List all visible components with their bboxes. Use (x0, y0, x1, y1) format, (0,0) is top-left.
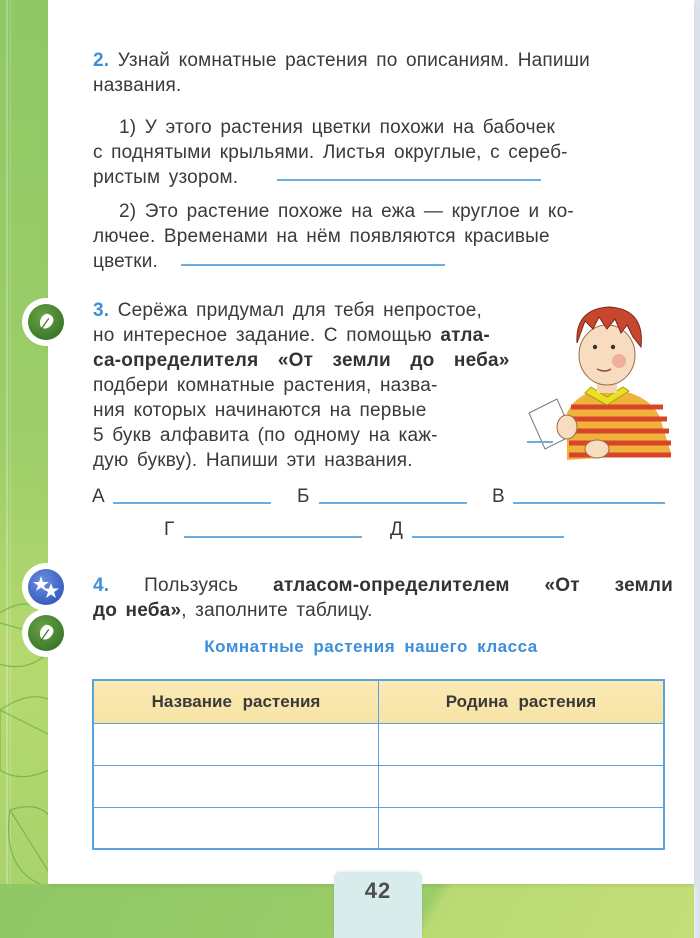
table-row (93, 807, 664, 849)
boy-illustration (527, 303, 675, 460)
plant-name-cell[interactable] (93, 807, 379, 849)
table-title: Комнатные растения нашего класса (204, 637, 538, 656)
task3-line3-bold: са-определителя «От земли до неба» (93, 350, 510, 371)
letter-b-label: Б (297, 486, 310, 507)
letter-v-answer-line[interactable] (513, 502, 665, 504)
task4-number: 4. (93, 575, 110, 596)
task3-badge (25, 301, 67, 343)
task3-line7: дую букву). Напиши эти названия. (93, 450, 413, 471)
letter-g-answer-line[interactable] (184, 536, 362, 538)
plant-name-cell[interactable] (93, 765, 379, 807)
header-plant-name: Название растения (93, 680, 379, 723)
table-row (93, 723, 664, 765)
task2-item2-answer-line[interactable] (181, 264, 445, 266)
table-header-row (93, 680, 664, 723)
task3-line6: 5 букв алфавита (по одному на каж- (93, 425, 438, 446)
stars-icon (28, 569, 64, 605)
plants-table (92, 679, 665, 850)
task3-line2: но интересное задание. С помощью (93, 325, 441, 346)
task2-item2-line1: 2) Это растение похоже на ежа — круглое и ко- (119, 201, 574, 222)
task2-item1-answer-line[interactable] (277, 179, 541, 181)
leaf-icon (28, 304, 64, 340)
letter-d-label: Д (390, 519, 403, 540)
task2-item1-line2: с поднятыми крыльями. Листья округлые, с сереб- (93, 142, 568, 163)
left-margin-strip (0, 0, 48, 938)
letter-b-answer-line[interactable] (319, 502, 467, 504)
task4-line1-bold: атласом-определителем «От земли (273, 575, 673, 596)
plant-homeland-cell[interactable] (379, 723, 665, 765)
task4-stars-badge (25, 566, 67, 608)
plant-homeland-cell[interactable] (379, 765, 665, 807)
task2-item2-line2: лючее. Временами на нём появляются красивые (93, 226, 550, 247)
task4-line1-plain: Пользуясь (109, 575, 274, 596)
task3-number: 3. (93, 300, 110, 321)
task2-item2-line3: цветки. (93, 251, 159, 272)
letter-a-label: А (92, 486, 105, 507)
illustration-line (527, 441, 553, 443)
page-edge (694, 0, 700, 938)
letter-a-answer-line[interactable] (113, 502, 271, 504)
task3-text (93, 298, 583, 473)
letter-d-answer-line[interactable] (412, 536, 564, 538)
task3-line1: Серёжа придумал для тебя непростое, (109, 300, 483, 321)
plant-name-cell[interactable] (93, 723, 379, 765)
page-number-text: 42 (364, 878, 392, 903)
plant-homeland-cell[interactable] (379, 807, 665, 849)
task4-line2-plain: , заполните таблицу. (181, 600, 373, 621)
task3-line4: подбери комнатные растения, назва- (93, 375, 438, 396)
task4-line2-bold: до неба» (93, 600, 182, 621)
header-plant-homeland: Родина растения (379, 680, 665, 723)
letter-g-label: Г (164, 519, 175, 540)
task4-text (93, 573, 673, 623)
task3-line2-bold: атла- (440, 325, 490, 346)
task3-line5: ния которых начинаются на первые (93, 400, 427, 421)
table-row (93, 765, 664, 807)
task2-prompt-line1: Узнай комнатные растения по описаниям. Напиши (117, 50, 590, 71)
letter-v-label: В (492, 486, 505, 507)
page-number (334, 872, 422, 938)
task2-item1-line1: 1) У этого растения цветки похожи на бабочек (119, 117, 556, 138)
task2-item1-line3: ристым узором. (93, 167, 239, 188)
task2-item-2 (93, 199, 673, 274)
task2-prompt (93, 48, 673, 98)
task2-number: 2. (93, 50, 110, 71)
task2-prompt-line2: названия. (93, 75, 182, 96)
